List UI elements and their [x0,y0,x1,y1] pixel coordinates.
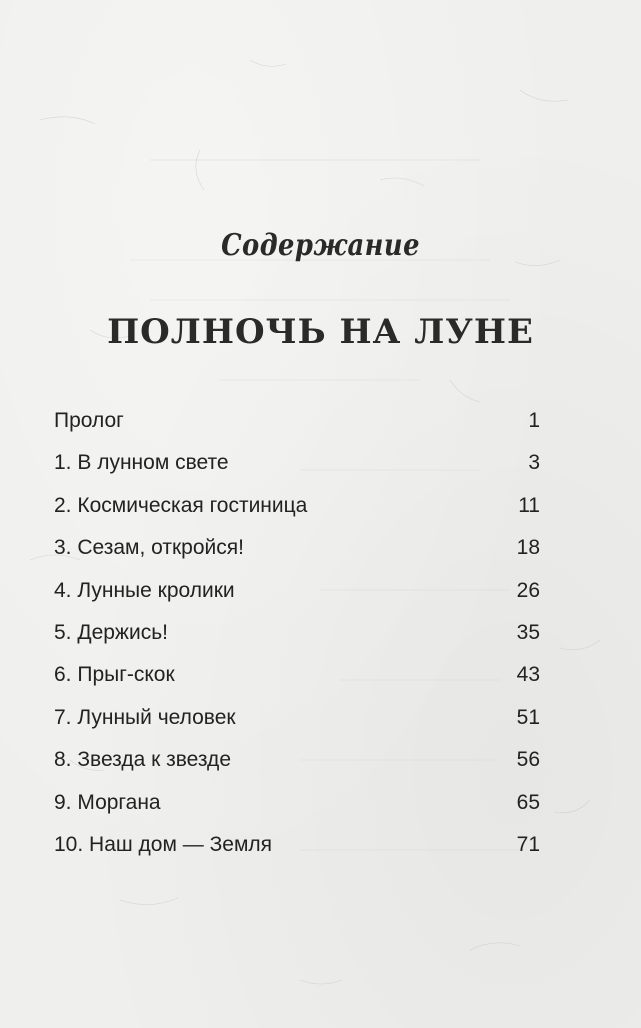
toc-entry [54,782,540,824]
toc-entry-label: Пролог [54,409,124,432]
toc-entry-page: 65 [516,790,540,814]
toc-entry [54,400,540,442]
toc-entry [54,697,540,739]
toc-entry-page: 3 [528,451,540,475]
toc-entry-label: 3. Сезам, откройся! [54,536,244,560]
toc-entry-page: 18 [516,536,540,560]
toc-entry [54,570,540,612]
toc-entry [54,654,540,696]
toc-entry-page: 56 [516,748,540,772]
toc-entry-label: 6. Прыг-скок [54,663,175,687]
book-title: ПОЛНОЧЬ НА ЛУНЕ [107,312,534,352]
toc-entry [54,612,540,654]
toc-entry-page: 1 [528,409,540,432]
contents-heading: Содержание [221,228,420,263]
toc-entry-page: 26 [516,578,540,602]
toc-entry [54,824,540,866]
toc-entry-page: 43 [516,663,540,687]
toc-entry-label: 10. Наш дом — Земля [54,832,273,856]
toc-entry-page: 51 [516,705,540,729]
toc-entry-page: 71 [516,832,540,856]
toc-entry-label: 5. Держись! [54,620,168,644]
toc-entry [54,739,540,781]
toc-entry [54,442,540,484]
toc-entry-label: 2. Космическая гостиница [54,493,308,517]
toc-entry [54,527,540,569]
table-of-contents [54,400,540,866]
toc-entry-label: 4. Лунные кролики [54,578,235,602]
toc-entry-label: 8. Звезда к звезде [54,748,231,772]
toc-entry-label: 9. Моргана [54,790,161,814]
toc-entry-label: 7. Лунный человек [54,705,236,729]
toc-entry-label: 1. В лунном свете [54,451,229,475]
toc-entry [54,485,540,527]
toc-entry-page: 11 [518,493,540,517]
toc-entry-page: 35 [516,620,540,644]
